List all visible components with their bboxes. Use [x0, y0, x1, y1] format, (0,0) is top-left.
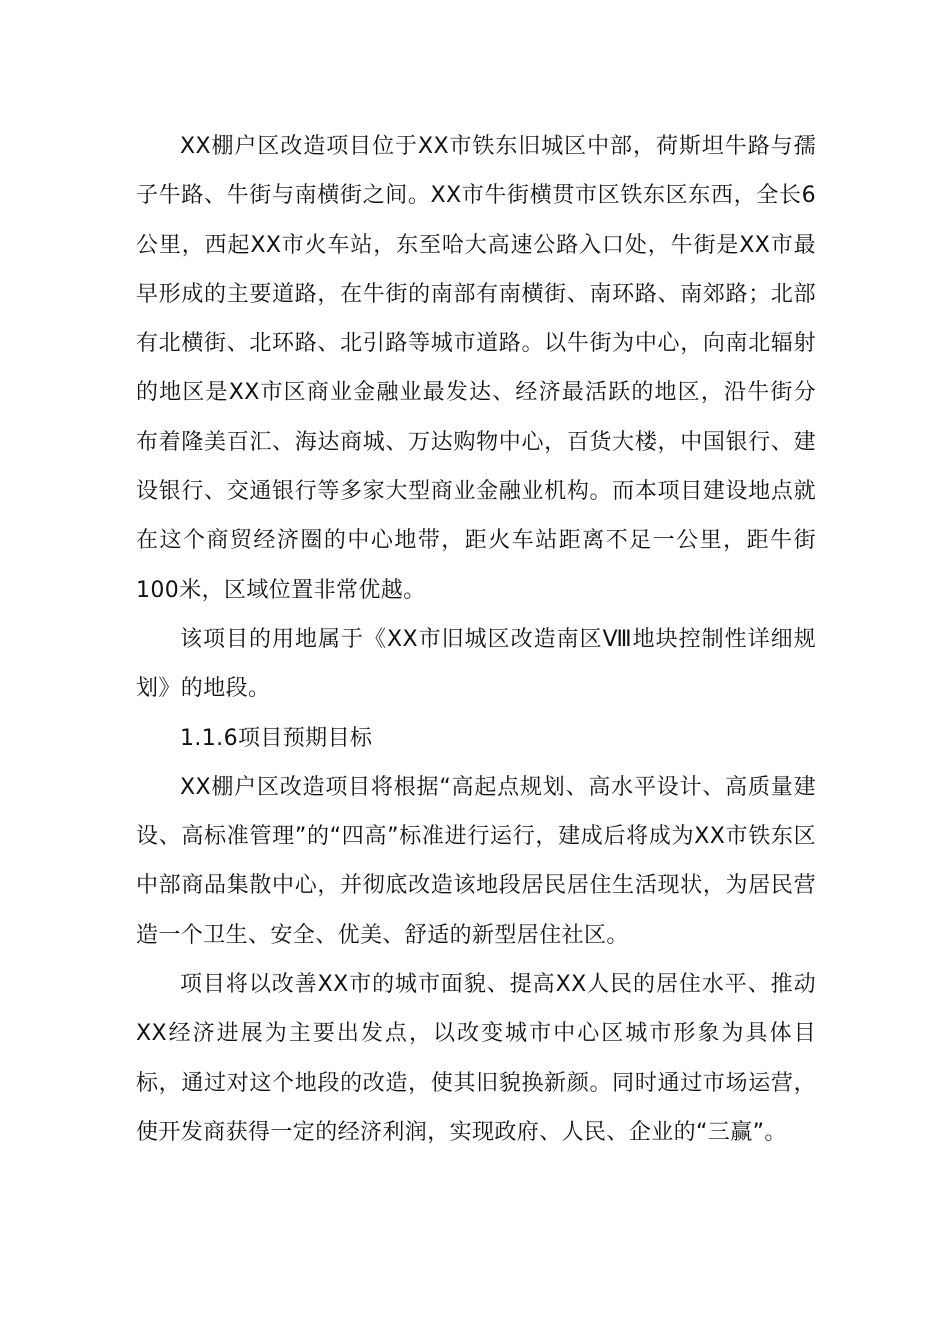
- paragraph-land-use: 该项目的用地属于《XX市旧城区改造南区Ⅷ地块控制性详细规划》的地段。: [136, 626, 816, 702]
- document-body: [136, 122, 816, 1157]
- paragraph-project-location: XX棚户区改造项目位于XX市铁东旧城区中部，荷斯坦牛路与孺子牛路、牛街与南横街之间。XX市牛街横贯市区铁东区东西，全长6公里，西起XX市火车站，东至哈大高速公路入口处，牛街是XX市最早形成的主要道路，在牛街的南部有南横街、南环路、南郊路；北部有北横街、北环路、北引路等城市道路。以牛街为中心，向南北辐射的地区是XX市区商业金融业最发达、经济最活跃的地区，沿牛街分布着隆美百汇、海达商城、万达购物中心，百货大楼，中国银行、建设银行、交通银行等多家大型商业金融业机构。而本项目建设地点就在这个商贸经济圈的中心地带，距火车站距离不足一公里，距牛街100米，区域位置非常优越。: [136, 134, 816, 603]
- section-heading: 1.1.6项目预期目标: [180, 725, 373, 751]
- paragraph-project-goals: XX棚户区改造项目将根据“高起点规划、高水平设计、高质量建设、高标准管理”的“四高”标准进行运行，建成后将成为XX市铁东区中部商品集散中心，并彻底改造该地段居民居住生活现状，为居民营造一个卫生、安全、优美、舒适的新型居住社区。: [136, 774, 816, 948]
- paragraph-project-objectives: 项目将以改善XX市的城市面貌、提高XX人民的居住水平、推动XX经济进展为主要出发点，以改变城市中心区城市形象为具体目标，通过对这个地段的改造，使其旧貌换新颜。同时通过市场运营，使开发商获得一定的经济利润，实现政府、人民、企业的“三赢”。: [136, 972, 816, 1145]
